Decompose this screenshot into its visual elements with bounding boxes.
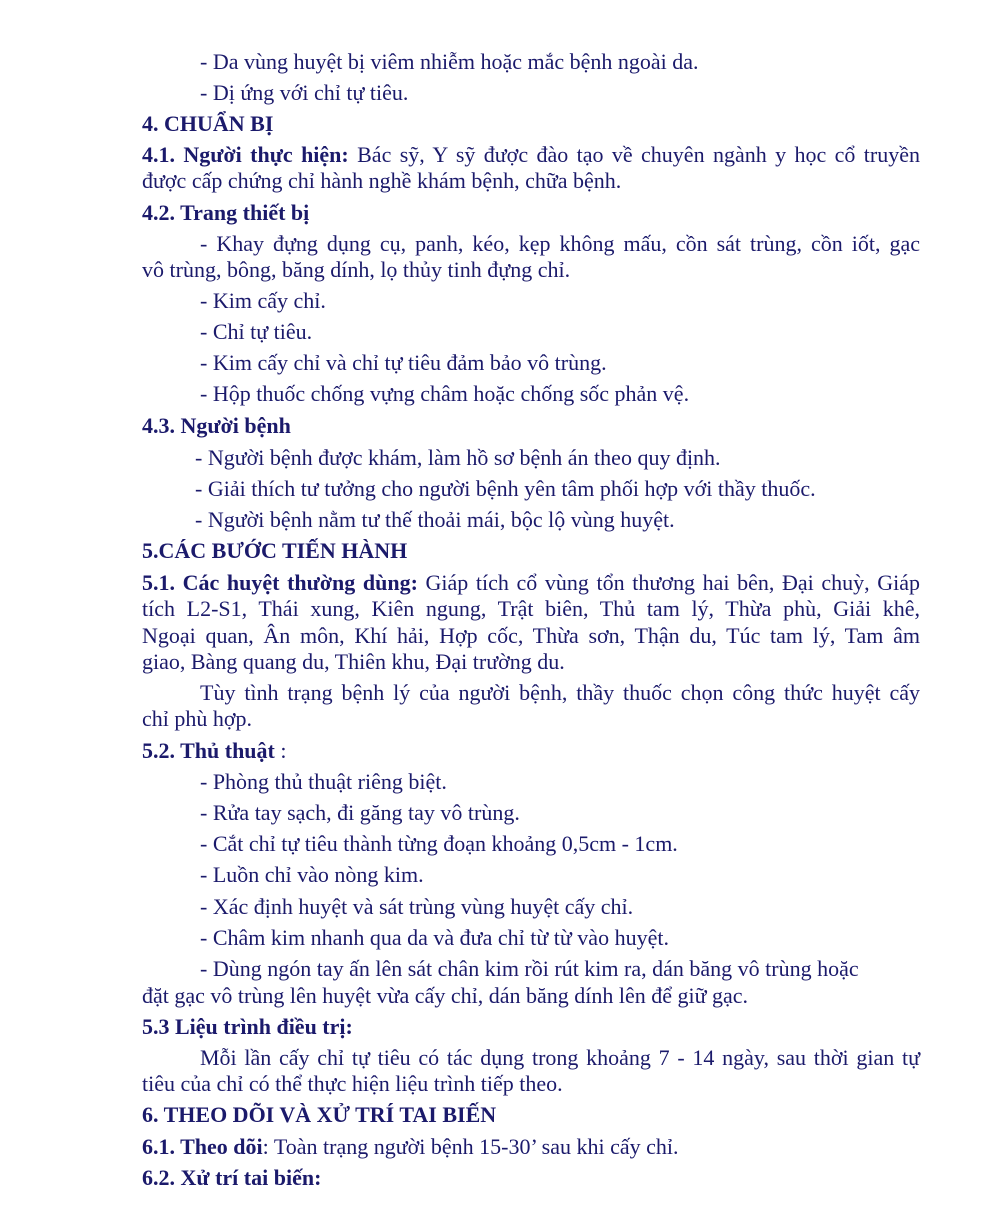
text-line: - Kim cấy chỉ. [200, 288, 326, 313]
subheading [142, 738, 920, 764]
text-line: Mỗi lần cấy chỉ tự tiêu có tác dụng trong khoảng 7 - 14 ngày, sau thời gian tự [200, 1045, 920, 1070]
heading-text: 4.2. Trang thiết bị [142, 200, 310, 225]
text: Bác sỹ, Y sỹ được đào tạo về chuyên ngành y học cổ truyền [348, 142, 920, 167]
text-line: - Người bệnh được khám, làm hồ sơ bệnh án theo quy định. [195, 445, 721, 470]
text-line: Tùy tình trạng bệnh lý của người bệnh, thầy thuốc chọn công thức huyệt cấy [200, 680, 920, 705]
text-line: - Chỉ tự tiêu. [200, 319, 313, 344]
text-line: - Cắt chỉ tự tiêu thành từng đoạn khoảng 0,5cm - 1cm. [200, 831, 678, 856]
text-line: - Rửa tay sạch, đi găng tay vô trùng. [200, 800, 520, 825]
subheading [142, 200, 920, 226]
heading-text: 5.CÁC BƯỚC TIẾN HÀNH [142, 538, 408, 563]
heading-text: 4.3. Người bệnh [142, 413, 291, 438]
subheading: 4.1. Người thực hiện: [142, 142, 349, 167]
subheading [142, 413, 920, 439]
subheading [142, 1014, 920, 1040]
heading-text: 6.2. Xử trí tai biến: [142, 1165, 322, 1190]
text-line: Ngoại quan, Ân môn, Khí hải, Hợp cốc, Thừa sơn, Thận du, Túc tam lý, Tam âm [142, 623, 920, 648]
text-line: - Giải thích tư tưởng cho người bệnh yên tâm phối hợp với thầy thuốc. [195, 476, 816, 501]
text-line: - Xác định huyệt và sát trùng vùng huyệt cấy chỉ. [200, 894, 634, 919]
text-line: - Phòng thủ thuật riêng biệt. [200, 769, 447, 794]
heading-text: 5.2. Thủ thuật [142, 738, 275, 763]
text-line: vô trùng, bông, băng dính, lọ thủy tinh đựng chỉ. [142, 257, 571, 282]
text-line: tiêu của chỉ có thể thực hiện liệu trình tiếp theo. [142, 1071, 563, 1096]
text-line: - Dùng ngón tay ấn lên sát chân kim rồi rút kim ra, dán băng vô trùng hoặc [200, 956, 859, 981]
text-line: đặt gạc vô trùng lên huyệt vừa cấy chỉ, dán băng dính lên để giữ gạc. [142, 983, 749, 1008]
text: : Toàn trạng người bệnh 15-30’ sau khi cấy chỉ. [262, 1134, 679, 1159]
subheading: 5.1. Các huyệt thường dùng: [142, 570, 418, 595]
text-line: - Khay đựng dụng cụ, panh, kéo, kẹp không mấu, cồn sát trùng, cồn iốt, gạc [200, 231, 920, 256]
text-line: giao, Bàng quang du, Thiên khu, Đại trường du. [142, 649, 565, 674]
text-line: - Người bệnh nằm tư thế thoải mái, bộc lộ vùng huyệt. [195, 507, 675, 532]
text: Giáp tích cổ vùng tổn thương hai bên, Đại chuỳ, Giáp [417, 570, 920, 595]
text-line: chỉ phù hợp. [142, 706, 253, 731]
paragraph-line [142, 1134, 920, 1160]
text-line: tích L2-S1, Thái xung, Kiên ngung, Trật biên, Thủ tam lý, Thừa phù, Giải khê, [142, 596, 920, 621]
paragraph-line [142, 570, 920, 596]
heading-text: 5.3 Liệu trình điều trị: [142, 1014, 353, 1039]
section-heading [142, 1102, 920, 1128]
subheading: 6.1. Theo dõi [142, 1134, 263, 1159]
text-line: - Dị ứng với chỉ tự tiêu. [200, 80, 409, 105]
paragraph-line [142, 142, 920, 168]
text: : [274, 738, 287, 763]
text-line: - Hộp thuốc chống vựng châm hoặc chống sốc phản vệ. [200, 381, 690, 406]
text-line: - Da vùng huyệt bị viêm nhiễm hoặc mắc bệnh ngoài da. [200, 49, 699, 74]
text-line: - Châm kim nhanh qua da và đưa chỉ từ từ vào huyệt. [200, 925, 669, 950]
text-line: - Luồn chỉ vào nòng kim. [200, 862, 424, 887]
text-line: được cấp chứng chỉ hành nghề khám bệnh, chữa bệnh. [142, 168, 622, 193]
section-heading [142, 538, 920, 564]
heading-text: 4. CHUẨN BỊ [142, 111, 274, 136]
text-line: - Kim cấy chỉ và chỉ tự tiêu đảm bảo vô trùng. [200, 350, 607, 375]
heading-text: 6. THEO DÕI VÀ XỬ TRÍ TAI BIẾN [142, 1102, 497, 1127]
section-heading [142, 111, 920, 137]
subheading [142, 1165, 920, 1191]
